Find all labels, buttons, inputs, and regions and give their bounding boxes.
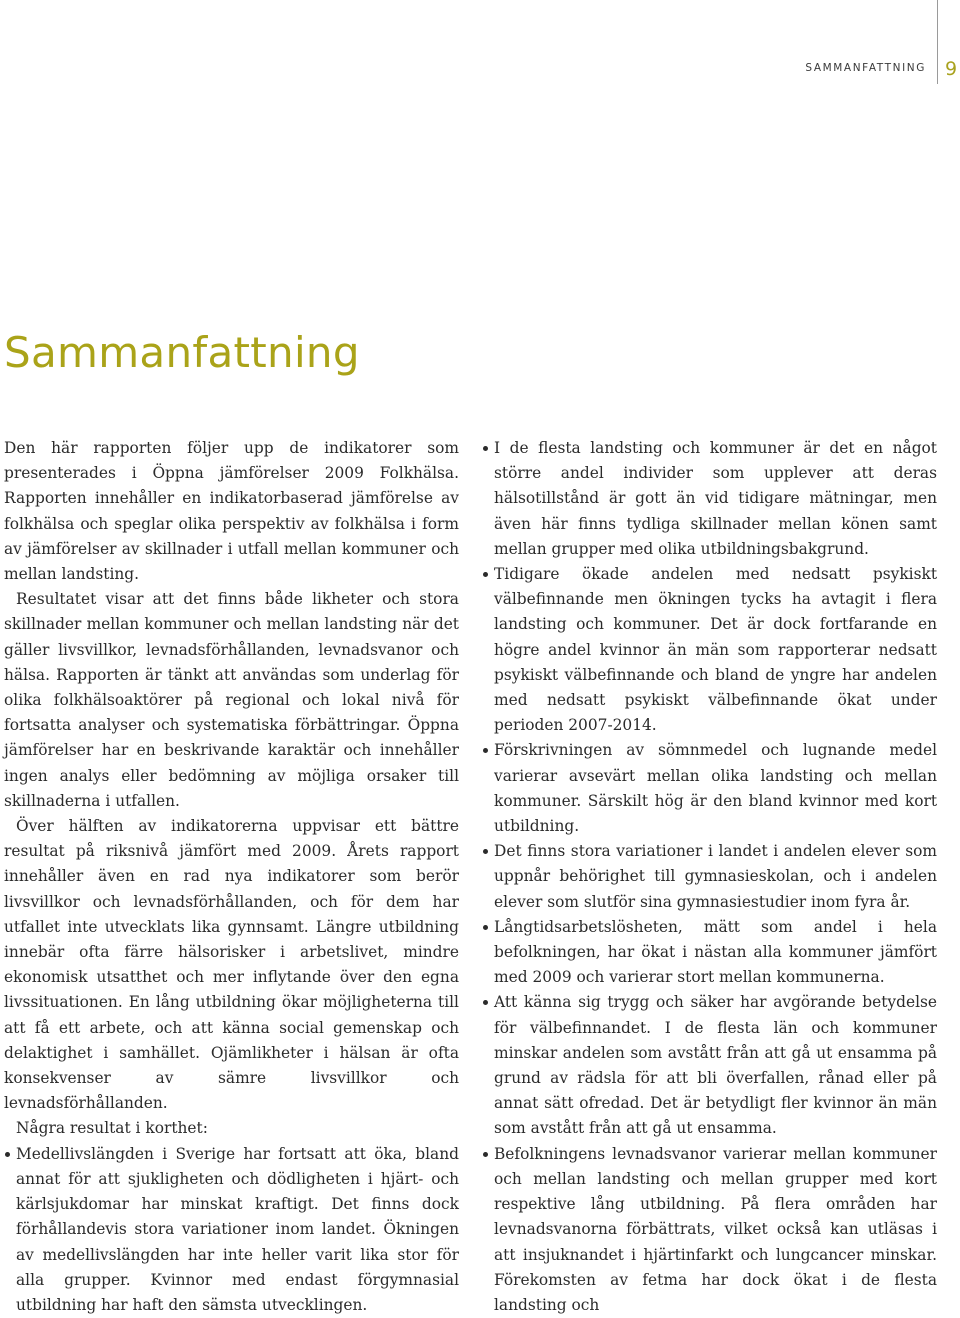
paragraph-results: Resultatet visar att det finns både likheter och stora skillnader mellan kommuner och mellan landsting när det gäller livsvillkor, levnadsförhållanden, levnadsvanor och hälsa. Rapporten är tänkt att användas som underlag för olika folkhälsoaktörer på regional och lokal nivå för fortsatta analyser och systematiska förbättringar. Öppna jämförelser har en beskrivande karaktär och innehåller ingen analys eller bedömning av möjliga orsaker till skillnaderna i utfallen. xyxy=(4,590,459,810)
list-item: Att känna sig trygg och säker har avgörande betydelse för välbefinnandet. I de flesta län och kommuner minskar andelen som avstått från att gå ut ensamma på grund av rädsla för att bli överfallen, rånad eller på annat sätt ofredad. Det är betydligt fler kvinnor än män som avstått från att gå ut ensamma. xyxy=(482,990,937,1141)
list-item: Tidigare ökade andelen med nedsatt psykiskt välbefinnande men ökningen tycks ha avtagit i flera landsting och kommuner. Det är dock fortfarande en högre andel kvinnor än män som rapporterar nedsatt psykiskt välbefinnande och bland de yngre har andelen med nedsatt psykiskt välbefinnande ökat under perioden 2007-2014. xyxy=(482,562,937,738)
list-item: Förskrivningen av sömnmedel och lugnande medel varierar avsevärt mellan olika landsting och mellan kommuner. Särskilt hög är den bland kvinnor med kort utbildning. xyxy=(482,738,937,839)
list-item: Befolkningens levnadsvanor varierar mellan kommuner och mellan landsting och mellan grupper med kort respektive lång utbildning. På flera områden har levnadsvanorna förbättrats, vilket också kan utläsas i att insjuknandet i hjärtinfarkt och lungcancer minskar. Förekomsten av fetma har dock ökat i de flesta landsting och xyxy=(482,1142,937,1318)
list-item: Långtidsarbetslösheten, mätt som andel i hela befolkningen, har ökat i nästan alla kommuner jämfört med 2009 och varierar stort mellan kommunerna. xyxy=(482,915,937,991)
paragraph-intro: Den här rapporten följer upp de indikatorer som presenterades i Öppna jämförelser 2009 Folkhälsa. Rapporten innehåller en indikatorbaserad jämförelse av folkhälsa och speglar olika perspektiv av folkhälsa i form av jämförelser av skillnader i utfall mellan kommuner och mellan landsting. xyxy=(4,439,459,584)
right-column xyxy=(482,436,937,1318)
page-number: 9 xyxy=(945,58,958,80)
running-head: SAMMANFATTNING xyxy=(805,62,926,74)
left-column xyxy=(4,436,459,1318)
header-divider xyxy=(937,0,938,84)
paragraph-indicators: Över hälften av indikatorerna uppvisar ett bättre resultat på riksnivå jämfört med 2009. Årets rapport innehåller även en rad nya indikatorer som berör livsvillkor och levnadsförhållanden, och för dem har utfallet inte utvecklats lika gynnsamt. Längre utbildning innebär ofta färre hälsorisker i arbetslivet, mindre ekonomisk utsatthet och mer inflytande över den egna livssituationen. En lång utbildning ökar möjligheterna till att få ett arbete, och att känna social gemenskap och delaktighet i samhället. Ojämlikheter i hälsan är ofta konsekvenser av sämre livsvillkor och levnadsförhållanden. xyxy=(4,817,459,1113)
list-item: Det finns stora variationer i landet i andelen elever som uppnår behörighet till gymnasieskolan, och i andelen elever som slutför sina gymnasiestudier inom fyra år. xyxy=(482,839,937,915)
list-item: Medellivslängden i Sverige har fortsatt att öka, bland annat för att sjukligheten och dödligheten i hjärt- och kärlsjukdomar har minskat kraftigt. Det finns dock förhållandevis stora variationer inom landet. Ökningen av medellivslängden har inte heller varit lika stor för alla grupper. Kvinnor med endast förgymnasial utbildning har haft den sämsta utvecklingen. xyxy=(4,1142,459,1318)
paragraph-summary-lead: Några resultat i korthet: xyxy=(16,1119,208,1138)
bullet-list-right xyxy=(482,436,937,1318)
page-title: Sammanfattning xyxy=(4,328,360,377)
bullet-list-left xyxy=(4,1142,459,1318)
list-item: I de flesta landsting och kommuner är det en något större andel individer som upplever att deras hälsotillstånd är gott än vid tidigare mätningar, men även här finns tydliga skillnader mellan könen samt mellan grupper med olika utbildningsbakgrund. xyxy=(482,436,937,562)
